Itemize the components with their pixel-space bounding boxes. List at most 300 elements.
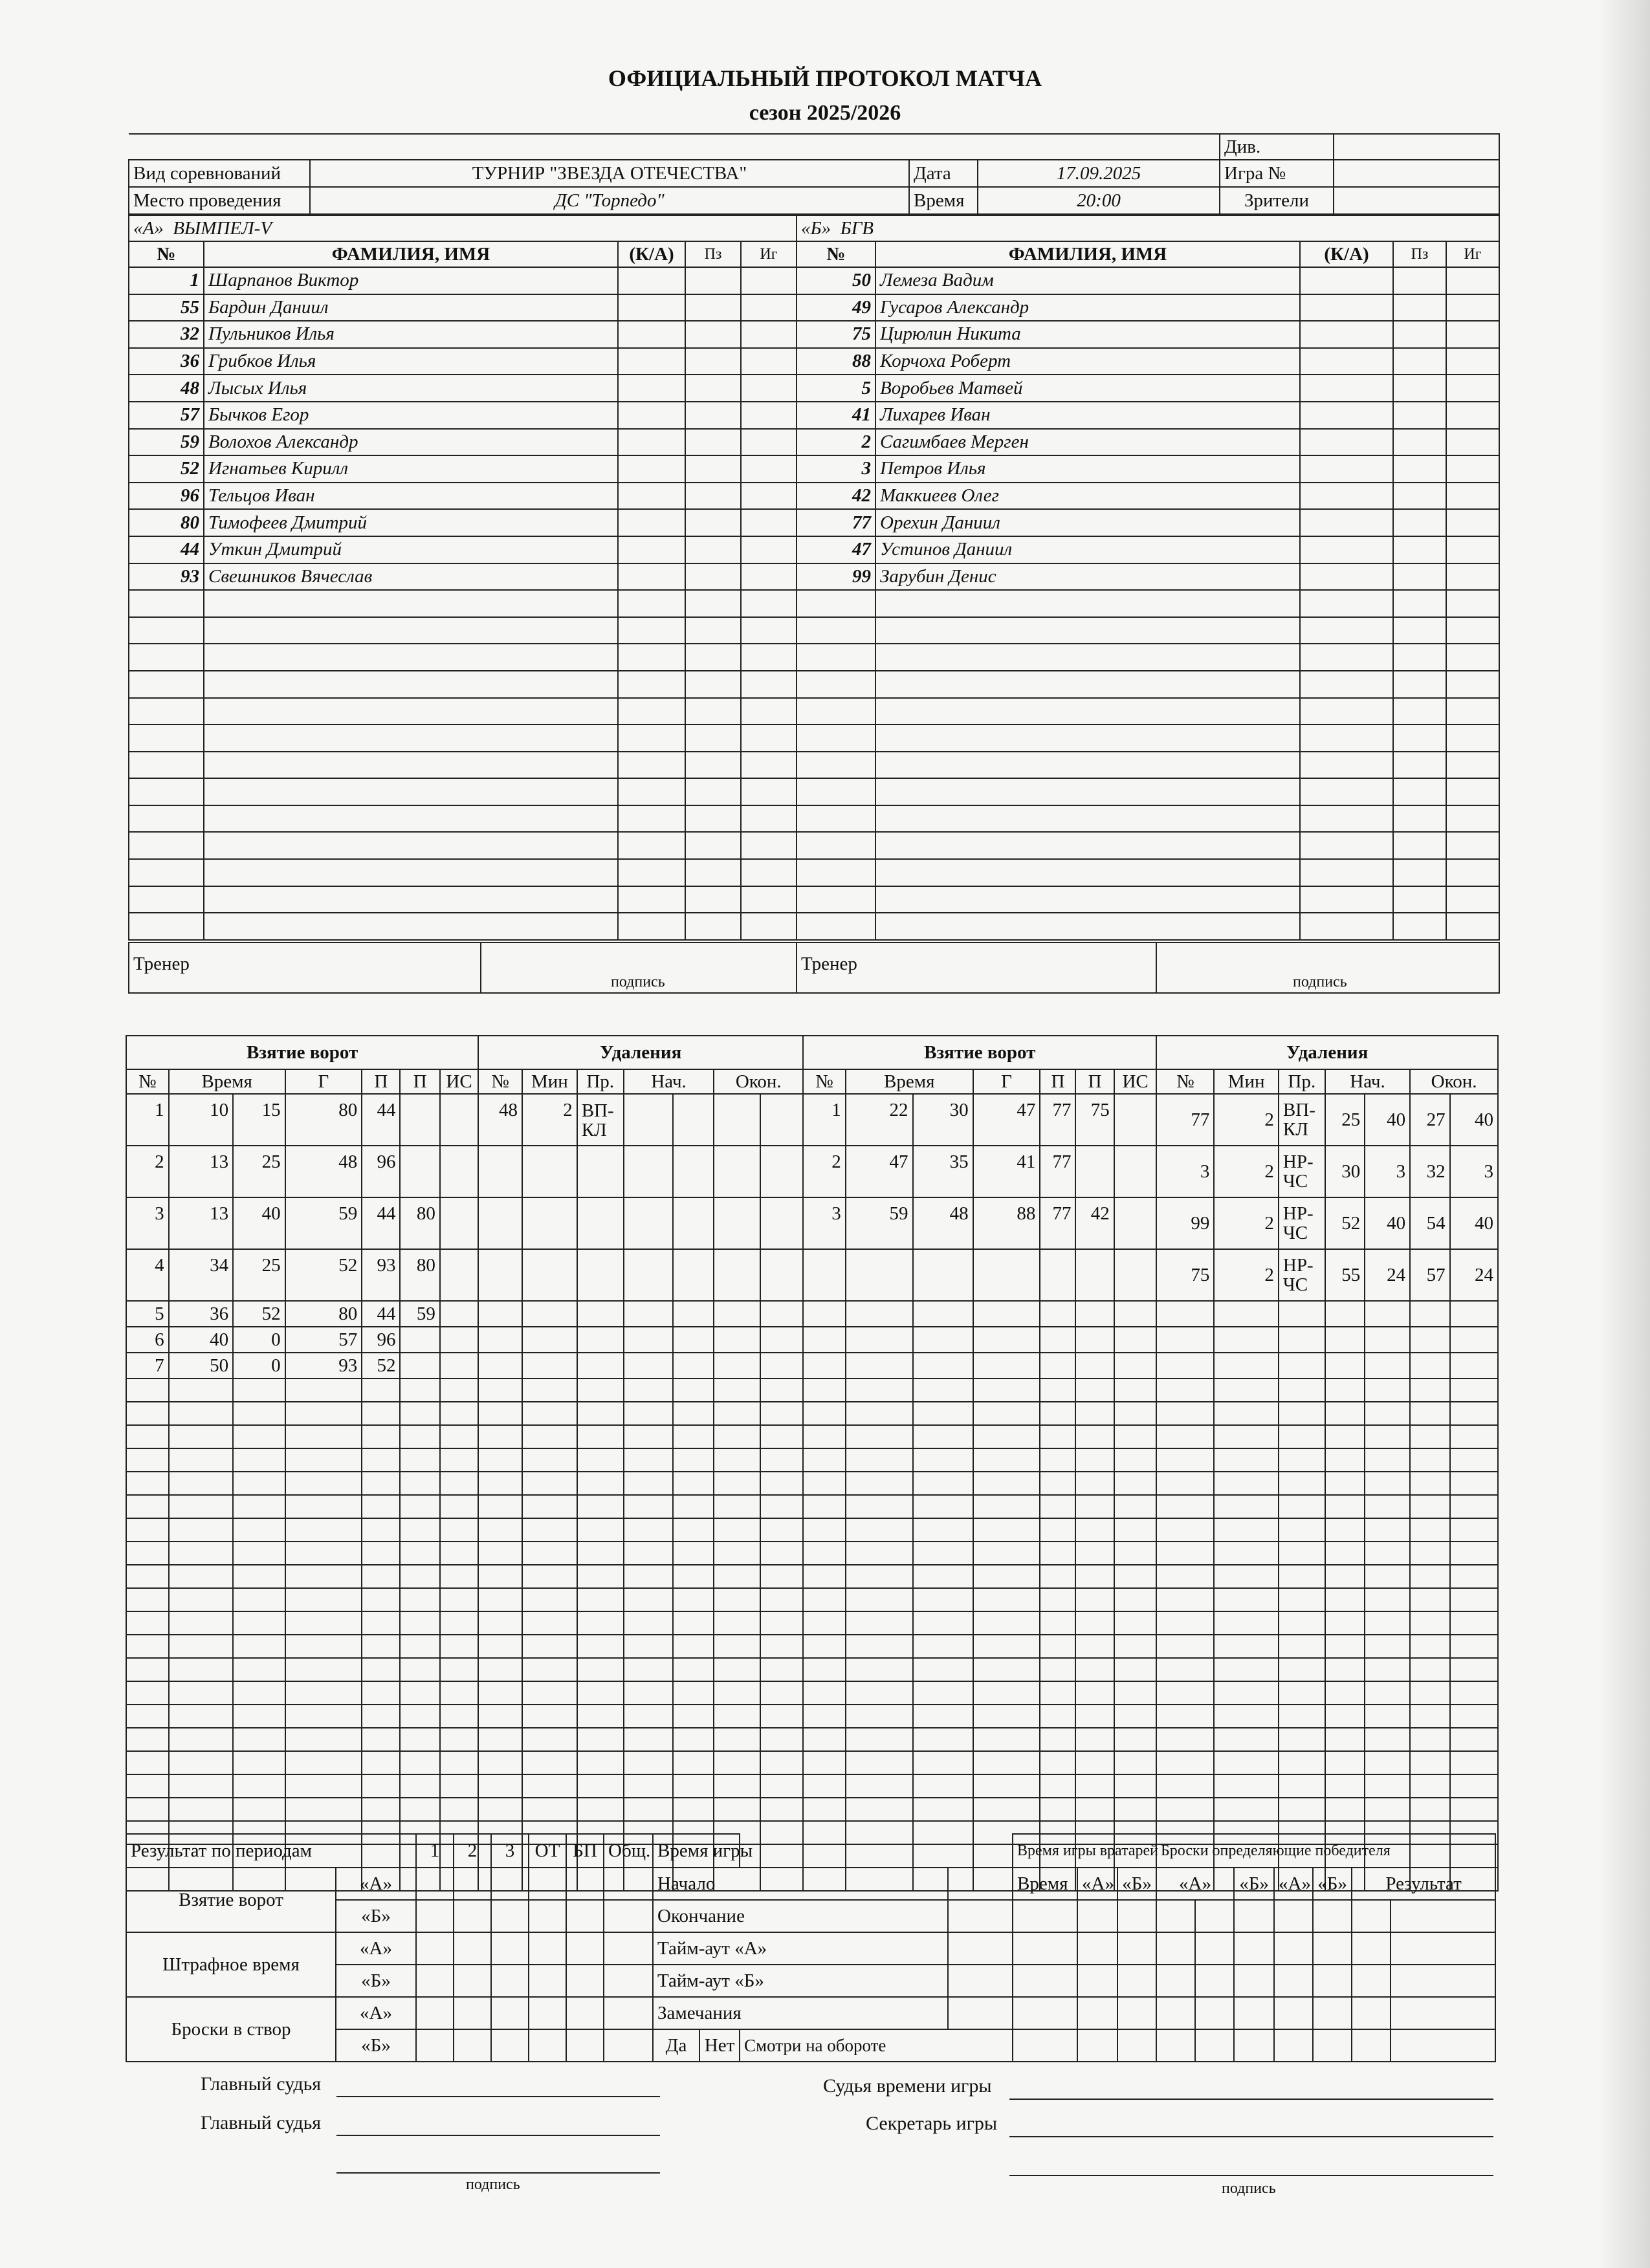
- penalty-a-pr[interactable]: [577, 1658, 624, 1681]
- penalty-a-no[interactable]: [478, 1542, 522, 1565]
- goal-b-m[interactable]: [846, 1774, 913, 1798]
- penalty-b-min[interactable]: 2: [1214, 1197, 1279, 1249]
- penalty-a-min[interactable]: [522, 1425, 577, 1448]
- no-label[interactable]: Нет: [699, 2029, 740, 2062]
- goal-b-no[interactable]: [803, 1774, 846, 1798]
- penalty-b-es[interactable]: [1450, 1327, 1498, 1353]
- goal-b-no[interactable]: 2: [803, 1146, 846, 1197]
- goal-a-p1[interactable]: [362, 1472, 400, 1495]
- summary-value[interactable]: [491, 1965, 529, 1997]
- date-value[interactable]: 17.09.2025: [978, 160, 1220, 187]
- penalty-b-pr[interactable]: [1279, 1542, 1325, 1565]
- penalty-b-sm[interactable]: 55: [1325, 1249, 1365, 1301]
- penalty-b-sm[interactable]: [1325, 1658, 1365, 1681]
- penalty-a-pr[interactable]: [577, 1542, 624, 1565]
- goal-b-s[interactable]: [913, 1379, 973, 1402]
- player-name[interactable]: [875, 859, 1300, 886]
- gk-shootout-cell[interactable]: [1156, 1932, 1195, 1965]
- player-ig[interactable]: [741, 805, 797, 833]
- goal-a-no[interactable]: [126, 1518, 169, 1542]
- penalty-a-em[interactable]: [714, 1448, 760, 1472]
- penalty-b-pr[interactable]: [1279, 1658, 1325, 1681]
- penalty-a-em[interactable]: [714, 1425, 760, 1448]
- player-name[interactable]: Свешников Вячеслав: [204, 563, 618, 591]
- player-pz[interactable]: [685, 698, 741, 725]
- goal-a-p2[interactable]: 80: [400, 1249, 439, 1301]
- goal-b-no[interactable]: [803, 1249, 846, 1301]
- penalty-a-pr[interactable]: [577, 1249, 624, 1301]
- goal-a-m[interactable]: 50: [169, 1353, 234, 1379]
- penalty-a-min[interactable]: [522, 1774, 577, 1798]
- player-ka[interactable]: [618, 536, 685, 563]
- player-ka[interactable]: [1300, 590, 1393, 617]
- spectators-value[interactable]: [1334, 187, 1499, 214]
- player-name[interactable]: Грибков Илья: [204, 348, 618, 375]
- player-name[interactable]: [875, 590, 1300, 617]
- player-name[interactable]: Шарпанов Виктор: [204, 267, 618, 294]
- player-ka[interactable]: [618, 725, 685, 752]
- player-number[interactable]: 5: [797, 375, 875, 402]
- goal-b-p1[interactable]: [1040, 1658, 1075, 1681]
- goal-a-m[interactable]: [169, 1751, 234, 1774]
- player-pz[interactable]: [1393, 644, 1446, 671]
- penalty-a-es[interactable]: [760, 1402, 803, 1425]
- goal-a-p2[interactable]: [400, 1658, 439, 1681]
- venue-value[interactable]: ДС "Торпедо": [310, 187, 909, 214]
- player-name[interactable]: Бардин Даниил: [204, 294, 618, 322]
- penalty-a-em[interactable]: [714, 1402, 760, 1425]
- penalty-b-em[interactable]: 57: [1410, 1249, 1449, 1301]
- penalty-a-min[interactable]: [522, 1658, 577, 1681]
- penalty-a-ss[interactable]: [673, 1774, 714, 1798]
- penalty-a-sm[interactable]: [624, 1751, 673, 1774]
- penalty-a-ss[interactable]: [673, 1495, 714, 1518]
- penalty-b-em[interactable]: [1410, 1379, 1449, 1402]
- penalty-a-no[interactable]: [478, 1448, 522, 1472]
- goal-b-m[interactable]: [846, 1495, 913, 1518]
- penalty-a-sm[interactable]: [624, 1301, 673, 1327]
- goal-a-g[interactable]: [285, 1751, 362, 1774]
- penalty-b-em[interactable]: [1410, 1495, 1449, 1518]
- summary-value[interactable]: [604, 1932, 653, 1965]
- goal-a-p1[interactable]: 44: [362, 1301, 400, 1327]
- penalty-b-no[interactable]: 99: [1156, 1197, 1214, 1249]
- summary-value[interactable]: [491, 1900, 529, 1932]
- goal-a-no[interactable]: [126, 1495, 169, 1518]
- goal-a-no[interactable]: [126, 1379, 169, 1402]
- player-ig[interactable]: [1446, 859, 1499, 886]
- penalty-b-em[interactable]: [1410, 1728, 1449, 1751]
- player-number[interactable]: 32: [129, 321, 204, 348]
- penalty-a-pr[interactable]: [577, 1402, 624, 1425]
- penalty-b-pr[interactable]: [1279, 1518, 1325, 1542]
- penalty-b-min[interactable]: [1214, 1425, 1279, 1448]
- summary-value[interactable]: [529, 1965, 566, 1997]
- goal-b-s[interactable]: [913, 1249, 973, 1301]
- player-name[interactable]: [204, 617, 618, 644]
- penalty-a-pr[interactable]: [577, 1146, 624, 1197]
- player-ka[interactable]: [1300, 375, 1393, 402]
- penalty-b-min[interactable]: [1214, 1518, 1279, 1542]
- goal-b-p2[interactable]: [1075, 1635, 1114, 1658]
- goal-a-s[interactable]: [233, 1658, 285, 1681]
- player-number[interactable]: 49: [797, 294, 875, 322]
- goal-a-p2[interactable]: 59: [400, 1301, 439, 1327]
- gk-shootout-cell[interactable]: [1391, 1932, 1495, 1965]
- goal-a-s[interactable]: 52: [233, 1301, 285, 1327]
- penalty-b-min[interactable]: [1214, 1774, 1279, 1798]
- player-pz[interactable]: [685, 563, 741, 591]
- gk-shootout-cell[interactable]: [1117, 1997, 1156, 2029]
- penalty-a-min[interactable]: [522, 1611, 577, 1635]
- player-pz[interactable]: [685, 483, 741, 510]
- penalty-b-min[interactable]: [1214, 1681, 1279, 1705]
- player-ka[interactable]: [618, 617, 685, 644]
- player-number[interactable]: 99: [797, 563, 875, 591]
- player-ka[interactable]: [618, 778, 685, 805]
- penalty-b-min[interactable]: [1214, 1379, 1279, 1402]
- penalty-a-em[interactable]: [714, 1197, 760, 1249]
- goal-a-g[interactable]: [285, 1774, 362, 1798]
- gk-shootout-cell[interactable]: [1156, 1997, 1195, 2029]
- goal-b-is[interactable]: [1114, 1774, 1157, 1798]
- goal-b-m[interactable]: [846, 1448, 913, 1472]
- gk-shootout-cell[interactable]: [1117, 1965, 1156, 1997]
- goal-b-m[interactable]: [846, 1728, 913, 1751]
- penalty-a-sm[interactable]: [624, 1611, 673, 1635]
- goal-b-p2[interactable]: [1075, 1774, 1114, 1798]
- penalty-b-sm[interactable]: 30: [1325, 1146, 1365, 1197]
- goal-a-g[interactable]: [285, 1635, 362, 1658]
- penalty-a-min[interactable]: [522, 1472, 577, 1495]
- goal-b-p1[interactable]: [1040, 1751, 1075, 1774]
- player-number[interactable]: [129, 671, 204, 698]
- goal-b-p2[interactable]: [1075, 1751, 1114, 1774]
- player-name[interactable]: [204, 778, 618, 805]
- player-ig[interactable]: [741, 348, 797, 375]
- penalty-a-no[interactable]: [478, 1249, 522, 1301]
- penalty-a-es[interactable]: [760, 1588, 803, 1611]
- goal-b-is[interactable]: [1114, 1425, 1157, 1448]
- penalty-a-es[interactable]: [760, 1751, 803, 1774]
- summary-value[interactable]: [416, 1997, 454, 2029]
- penalty-b-no[interactable]: [1156, 1751, 1214, 1774]
- goal-a-p2[interactable]: [400, 1542, 439, 1565]
- goal-b-g[interactable]: [973, 1425, 1040, 1448]
- penalty-a-pr[interactable]: [577, 1518, 624, 1542]
- summary-value[interactable]: [454, 1868, 491, 1900]
- penalty-a-no[interactable]: [478, 1301, 522, 1327]
- player-name[interactable]: [875, 913, 1300, 940]
- penalty-b-no[interactable]: [1156, 1588, 1214, 1611]
- penalty-a-es[interactable]: [760, 1798, 803, 1821]
- penalty-b-ss[interactable]: [1365, 1353, 1410, 1379]
- goal-b-g[interactable]: [973, 1798, 1040, 1821]
- penalty-a-pr[interactable]: [577, 1565, 624, 1588]
- penalty-b-es[interactable]: [1450, 1798, 1498, 1821]
- penalty-a-ss[interactable]: [673, 1588, 714, 1611]
- goal-a-m[interactable]: [169, 1379, 234, 1402]
- player-name[interactable]: [204, 886, 618, 913]
- goal-a-p2[interactable]: [400, 1094, 439, 1146]
- goal-b-s[interactable]: [913, 1658, 973, 1681]
- goal-b-s[interactable]: [913, 1751, 973, 1774]
- goal-b-p1[interactable]: [1040, 1635, 1075, 1658]
- goal-b-s[interactable]: [913, 1588, 973, 1611]
- penalty-b-no[interactable]: 3: [1156, 1146, 1214, 1197]
- penalty-a-em[interactable]: [714, 1728, 760, 1751]
- goal-a-m[interactable]: 13: [169, 1197, 234, 1249]
- penalty-a-pr[interactable]: [577, 1472, 624, 1495]
- goal-b-p2[interactable]: [1075, 1448, 1114, 1472]
- goal-a-is[interactable]: [440, 1705, 478, 1728]
- penalty-b-ss[interactable]: [1365, 1728, 1410, 1751]
- penalty-b-ss[interactable]: 3: [1365, 1146, 1410, 1197]
- penalty-a-no[interactable]: [478, 1197, 522, 1249]
- goal-b-g[interactable]: [973, 1353, 1040, 1379]
- penalty-b-pr[interactable]: [1279, 1705, 1325, 1728]
- penalty-b-em[interactable]: 32: [1410, 1146, 1449, 1197]
- penalty-a-ss[interactable]: [673, 1798, 714, 1821]
- penalty-a-es[interactable]: [760, 1565, 803, 1588]
- goal-b-no[interactable]: [803, 1798, 846, 1821]
- penalty-b-es[interactable]: 40: [1450, 1094, 1498, 1146]
- player-pz[interactable]: [1393, 455, 1446, 483]
- penalty-b-no[interactable]: [1156, 1425, 1214, 1448]
- goal-a-p2[interactable]: [400, 1681, 439, 1705]
- penalty-b-pr[interactable]: [1279, 1472, 1325, 1495]
- time-row-value[interactable]: [948, 1997, 1013, 2029]
- penalty-a-sm[interactable]: [624, 1518, 673, 1542]
- player-ka[interactable]: [1300, 455, 1393, 483]
- goal-a-s[interactable]: [233, 1751, 285, 1774]
- penalty-b-em[interactable]: [1410, 1658, 1449, 1681]
- goal-a-s[interactable]: [233, 1798, 285, 1821]
- penalty-b-es[interactable]: [1450, 1705, 1498, 1728]
- penalty-a-em[interactable]: [714, 1751, 760, 1774]
- penalty-a-min[interactable]: [522, 1751, 577, 1774]
- penalty-a-pr[interactable]: [577, 1425, 624, 1448]
- penalty-b-ss[interactable]: [1365, 1379, 1410, 1402]
- player-ka[interactable]: [1300, 832, 1393, 859]
- goal-b-s[interactable]: 48: [913, 1197, 973, 1249]
- goal-b-g[interactable]: [973, 1495, 1040, 1518]
- goal-b-p2[interactable]: [1075, 1249, 1114, 1301]
- penalty-b-pr[interactable]: НР-ЧС: [1279, 1197, 1325, 1249]
- player-ka[interactable]: [618, 294, 685, 322]
- goal-a-s[interactable]: 15: [233, 1094, 285, 1146]
- penalty-a-es[interactable]: [760, 1658, 803, 1681]
- penalty-b-sm[interactable]: [1325, 1327, 1365, 1353]
- goal-a-g[interactable]: [285, 1425, 362, 1448]
- penalty-a-ss[interactable]: [673, 1681, 714, 1705]
- goal-a-p2[interactable]: [400, 1472, 439, 1495]
- penalty-a-no[interactable]: [478, 1327, 522, 1353]
- goal-a-p1[interactable]: [362, 1751, 400, 1774]
- goal-a-p2[interactable]: [400, 1635, 439, 1658]
- goal-a-s[interactable]: [233, 1588, 285, 1611]
- goal-a-s[interactable]: [233, 1379, 285, 1402]
- player-ig[interactable]: [1446, 752, 1499, 779]
- goal-a-m[interactable]: 10: [169, 1094, 234, 1146]
- goal-a-is[interactable]: [440, 1353, 478, 1379]
- gk-shootout-cell[interactable]: [1234, 1965, 1274, 1997]
- goal-b-no[interactable]: [803, 1705, 846, 1728]
- penalty-a-min[interactable]: [522, 1728, 577, 1751]
- goal-a-no[interactable]: 6: [126, 1327, 169, 1353]
- player-name[interactable]: [204, 644, 618, 671]
- penalty-b-ss[interactable]: [1365, 1402, 1410, 1425]
- player-ig[interactable]: [741, 671, 797, 698]
- goal-b-no[interactable]: 1: [803, 1094, 846, 1146]
- summary-value[interactable]: [491, 2029, 529, 2062]
- goal-b-s[interactable]: [913, 1495, 973, 1518]
- player-ka[interactable]: [618, 348, 685, 375]
- goal-a-s[interactable]: [233, 1774, 285, 1798]
- summary-value[interactable]: [604, 1965, 653, 1997]
- goal-b-p1[interactable]: [1040, 1728, 1075, 1751]
- penalty-a-no[interactable]: [478, 1611, 522, 1635]
- goal-b-g[interactable]: [973, 1448, 1040, 1472]
- goal-a-no[interactable]: 4: [126, 1249, 169, 1301]
- player-ig[interactable]: [741, 832, 797, 859]
- team-b-coach-sign[interactable]: подпись: [1156, 943, 1499, 993]
- goal-b-m[interactable]: [846, 1402, 913, 1425]
- player-ig[interactable]: [1446, 671, 1499, 698]
- goal-a-p2[interactable]: [400, 1402, 439, 1425]
- penalty-b-em[interactable]: [1410, 1611, 1449, 1635]
- player-number[interactable]: [129, 590, 204, 617]
- penalty-b-min[interactable]: [1214, 1495, 1279, 1518]
- penalty-a-min[interactable]: [522, 1518, 577, 1542]
- goal-a-no[interactable]: [126, 1565, 169, 1588]
- gk-shootout-cell[interactable]: [1195, 2029, 1234, 2062]
- player-pz[interactable]: [1393, 725, 1446, 752]
- penalty-b-ss[interactable]: 24: [1365, 1249, 1410, 1301]
- goal-a-m[interactable]: 36: [169, 1301, 234, 1327]
- goal-a-g[interactable]: [285, 1588, 362, 1611]
- goal-b-s[interactable]: [913, 1402, 973, 1425]
- player-ka[interactable]: [1300, 617, 1393, 644]
- player-name[interactable]: Гусаров Александр: [875, 294, 1300, 322]
- goal-a-is[interactable]: [440, 1798, 478, 1821]
- penalty-a-em[interactable]: [714, 1472, 760, 1495]
- player-number[interactable]: 52: [129, 455, 204, 483]
- penalty-a-em[interactable]: [714, 1681, 760, 1705]
- goal-b-p1[interactable]: [1040, 1542, 1075, 1565]
- penalty-b-sm[interactable]: 52: [1325, 1197, 1365, 1249]
- player-ka[interactable]: [618, 402, 685, 429]
- penalty-a-ss[interactable]: [673, 1518, 714, 1542]
- player-ka[interactable]: [618, 483, 685, 510]
- player-pz[interactable]: [1393, 294, 1446, 322]
- goal-b-g[interactable]: [973, 1402, 1040, 1425]
- goal-a-m[interactable]: [169, 1495, 234, 1518]
- player-pz[interactable]: [1393, 886, 1446, 913]
- summary-value[interactable]: [604, 1868, 653, 1900]
- penalty-b-es[interactable]: [1450, 1301, 1498, 1327]
- team-a-coach-sign[interactable]: подпись: [481, 943, 797, 993]
- player-pz[interactable]: [685, 402, 741, 429]
- player-name[interactable]: Маккиеев Олег: [875, 483, 1300, 510]
- penalty-b-min[interactable]: [1214, 1301, 1279, 1327]
- goal-a-is[interactable]: [440, 1249, 478, 1301]
- goal-b-s[interactable]: [913, 1798, 973, 1821]
- gk-shootout-cell[interactable]: [1195, 1932, 1234, 1965]
- summary-value[interactable]: [454, 1900, 491, 1932]
- penalty-a-ss[interactable]: [673, 1197, 714, 1249]
- penalty-a-em[interactable]: [714, 1146, 760, 1197]
- penalty-b-no[interactable]: [1156, 1681, 1214, 1705]
- player-ka[interactable]: [1300, 294, 1393, 322]
- player-pz[interactable]: [1393, 267, 1446, 294]
- penalty-a-em[interactable]: [714, 1518, 760, 1542]
- goal-a-m[interactable]: 13: [169, 1146, 234, 1197]
- player-ig[interactable]: [741, 886, 797, 913]
- penalty-b-es[interactable]: [1450, 1425, 1498, 1448]
- penalty-a-min[interactable]: [522, 1542, 577, 1565]
- gk-shootout-cell[interactable]: [1117, 1932, 1156, 1965]
- goal-b-p2[interactable]: [1075, 1588, 1114, 1611]
- goal-b-is[interactable]: [1114, 1472, 1157, 1495]
- player-name[interactable]: [875, 644, 1300, 671]
- goal-b-p1[interactable]: [1040, 1518, 1075, 1542]
- goal-a-m[interactable]: [169, 1728, 234, 1751]
- player-ka[interactable]: [1300, 725, 1393, 752]
- player-number[interactable]: 93: [129, 563, 204, 591]
- penalty-b-em[interactable]: [1410, 1448, 1449, 1472]
- goal-a-no[interactable]: [126, 1402, 169, 1425]
- player-pz[interactable]: [1393, 832, 1446, 859]
- player-number[interactable]: 57: [129, 402, 204, 429]
- player-number[interactable]: 88: [797, 348, 875, 375]
- penalty-b-es[interactable]: [1450, 1751, 1498, 1774]
- player-name[interactable]: Тельцов Иван: [204, 483, 618, 510]
- goal-b-p1[interactable]: [1040, 1611, 1075, 1635]
- goal-b-is[interactable]: [1114, 1542, 1157, 1565]
- goal-b-p1[interactable]: 77: [1040, 1094, 1075, 1146]
- goal-a-is[interactable]: [440, 1751, 478, 1774]
- player-ig[interactable]: [1446, 455, 1499, 483]
- penalty-a-em[interactable]: [714, 1094, 760, 1146]
- goal-a-no[interactable]: [126, 1542, 169, 1565]
- penalty-b-ss[interactable]: [1365, 1611, 1410, 1635]
- goal-a-is[interactable]: [440, 1146, 478, 1197]
- goal-a-no[interactable]: [126, 1448, 169, 1472]
- goal-a-s[interactable]: [233, 1565, 285, 1588]
- goal-a-p1[interactable]: [362, 1379, 400, 1402]
- penalty-b-pr[interactable]: [1279, 1448, 1325, 1472]
- penalty-a-sm[interactable]: [624, 1327, 673, 1353]
- penalty-a-es[interactable]: [760, 1774, 803, 1798]
- penalty-b-min[interactable]: [1214, 1588, 1279, 1611]
- player-ka[interactable]: [618, 832, 685, 859]
- goal-b-is[interactable]: [1114, 1588, 1157, 1611]
- player-number[interactable]: [797, 698, 875, 725]
- player-name[interactable]: Зарубин Денис: [875, 563, 1300, 591]
- gk-shootout-cell[interactable]: [1352, 1932, 1391, 1965]
- penalty-b-no[interactable]: [1156, 1472, 1214, 1495]
- goal-a-no[interactable]: [126, 1705, 169, 1728]
- gk-shootout-cell[interactable]: [1313, 1997, 1352, 2029]
- penalty-a-min[interactable]: [522, 1197, 577, 1249]
- goal-a-is[interactable]: [440, 1301, 478, 1327]
- player-ka[interactable]: [618, 563, 685, 591]
- gk-shootout-cell[interactable]: [1352, 1997, 1391, 2029]
- penalty-b-em[interactable]: [1410, 1681, 1449, 1705]
- player-pz[interactable]: [685, 455, 741, 483]
- goal-b-p2[interactable]: [1075, 1681, 1114, 1705]
